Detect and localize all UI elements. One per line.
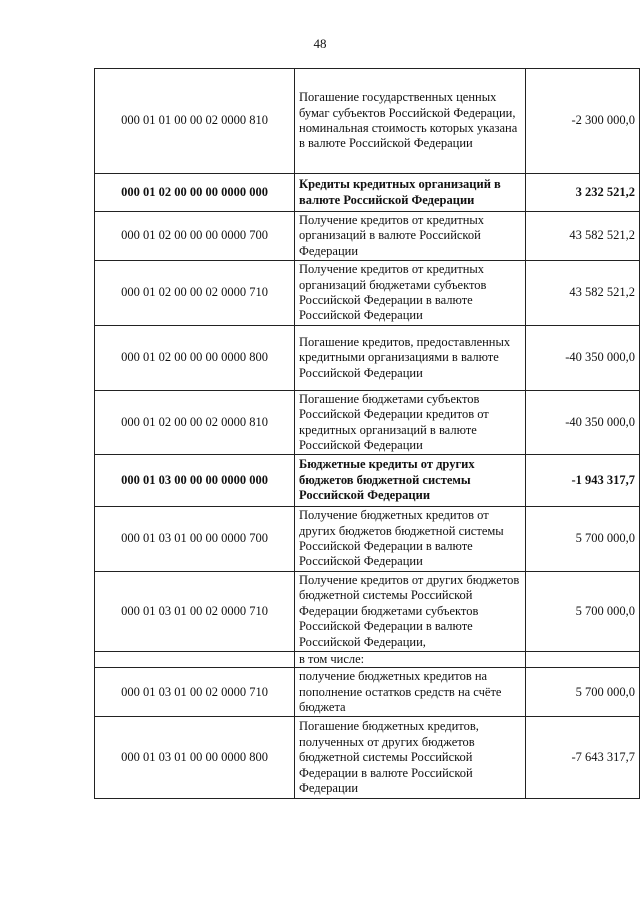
row-amount: -2 300 000,0 [526,69,640,174]
row-code: 000 01 02 00 00 00 0000 000 [95,174,295,212]
row-amount: -7 643 317,7 [526,717,640,799]
row-amount: -40 350 000,0 [526,391,640,455]
row-name: Бюджетные кредиты от других бюджетов бюджетной системы Российской Федерации [295,455,526,507]
row-code: 000 01 02 00 00 00 0000 800 [95,326,295,391]
table-row [95,69,640,174]
row-amount: -1 943 317,7 [526,455,640,507]
row-code: 000 01 03 01 00 02 0000 710 [95,668,295,717]
table-row [95,572,640,652]
row-amount [526,652,640,668]
row-name: получение бюджетных кредитов на пополнение остатков средств на счёте бюджета [295,668,526,717]
row-code: 000 01 02 00 00 02 0000 810 [95,391,295,455]
table-row [95,652,640,668]
row-amount: 3 232 521,2 [526,174,640,212]
row-amount: 5 700 000,0 [526,572,640,652]
row-name: Получение кредитов от кредитных организаций бюджетами субъектов Российской Федерации в валюте Российской Федерации [295,261,526,326]
row-amount: 5 700 000,0 [526,507,640,572]
table-row [95,455,640,507]
row-name: в том числе: [295,652,526,668]
table-row [95,326,640,391]
row-code [95,652,295,668]
row-code: 000 01 03 01 00 00 0000 700 [95,507,295,572]
row-code: 000 01 02 00 00 00 0000 700 [95,212,295,261]
table-row [95,717,640,799]
table-row [95,668,640,717]
table-row [95,391,640,455]
row-code: 000 01 03 01 00 02 0000 710 [95,572,295,652]
row-code: 000 01 03 01 00 00 0000 800 [95,717,295,799]
row-code: 000 01 01 00 00 02 0000 810 [95,69,295,174]
table-row [95,507,640,572]
table-row [95,261,640,326]
row-name: Погашение кредитов, предоставленных кредитными организациями в валюте Российской Федерации [295,326,526,391]
table-body [95,69,640,799]
row-amount: 5 700 000,0 [526,668,640,717]
table-row [95,174,640,212]
row-name: Получение кредитов от кредитных организаций в валюте Российской Федерации [295,212,526,261]
table-row [95,212,640,261]
row-amount: 43 582 521,2 [526,212,640,261]
row-amount: -40 350 000,0 [526,326,640,391]
row-name: Погашение бюджетами субъектов Российской Федерации кредитов от кредитных организаций в валюте Российской Федерации [295,391,526,455]
budget-sources-table [94,68,640,799]
row-name: Кредиты кредитных организаций в валюте Российской Федерации [295,174,526,212]
page-number: 48 [313,36,327,51]
row-name: Получение бюджетных кредитов от других бюджетов бюджетной системы Российской Федерации в валюте Российской Федерации [295,507,526,572]
row-amount: 43 582 521,2 [526,261,640,326]
row-code: 000 01 02 00 00 02 0000 710 [95,261,295,326]
row-name: Погашение бюджетных кредитов, полученных от других бюджетов бюджетной системы Российской Федерации в валюте Российской Федерации [295,717,526,799]
row-name: Погашение государственных ценных бумаг субъектов Российской Федерации, номинальная стоимость которых указана в валюте Российской Федерации [295,69,526,174]
row-name: Получение кредитов от других бюджетов бюджетной системы Российской Федерации бюджетами субъектов Российской Федерации в валюте Российской Федерации, [295,572,526,652]
row-code: 000 01 03 00 00 00 0000 000 [95,455,295,507]
